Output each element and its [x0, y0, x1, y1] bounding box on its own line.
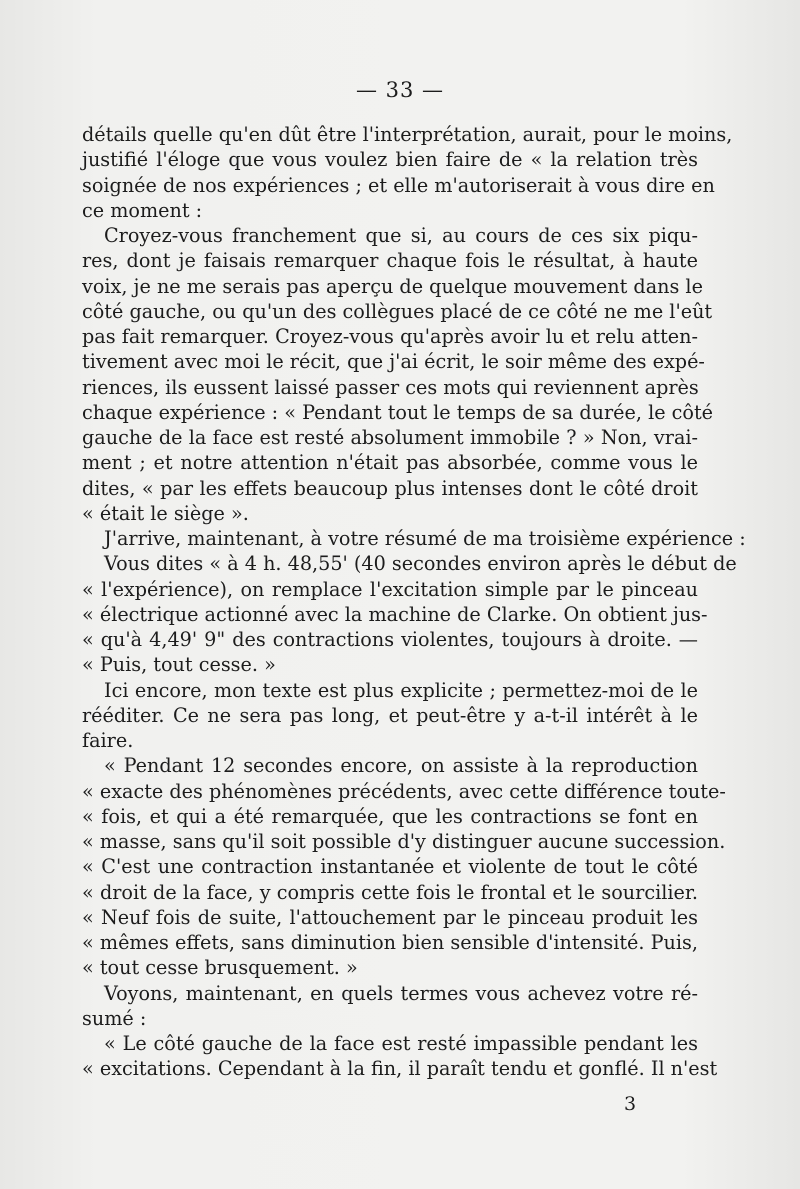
- text-line: tivement avec moi le récit, que j'ai écrit, le soir même des expé-: [82, 350, 705, 374]
- text-line: « Pendant 12 secondes encore, on assiste à la reproduction: [104, 754, 698, 778]
- text-line: « était le siège ».: [82, 501, 249, 525]
- text-line: « électrique actionné avec la machine de Clarke. On obtient jus-: [82, 602, 708, 626]
- text-line: « l'expérience), on remplace l'excitation simple par le pinceau: [82, 577, 698, 601]
- text-line: « exacte des phénomènes précédents, avec cette différence toute-: [82, 779, 726, 803]
- text-line: « excitations. Cependant à la fin, il paraît tendu et gonflé. Il n'est: [82, 1057, 718, 1081]
- text-line: côté gauche, ou qu'un des collègues placé de ce côté ne me l'eût: [82, 299, 713, 323]
- text-line: gauche de la face est resté absolument immobile ? » Non, vrai-: [82, 426, 698, 449]
- text-line: détails quelle qu'en dût être l'interprétation, aurait, pour le moins,: [82, 123, 733, 146]
- body-text: [82, 122, 746, 1082]
- text-line: res, dont je faisais remarquer chaque fois le résultat, à haute: [82, 249, 698, 273]
- text-line: dites, « par les effets beaucoup plus intenses dont le côté droit: [82, 476, 698, 500]
- text-line: sumé :: [82, 1006, 147, 1030]
- text-line: ment ; et notre attention n'était pas absorbée, comme vous le: [82, 451, 698, 475]
- text-line: « C'est une contraction instantanée et violente de tout le côté: [82, 855, 698, 879]
- text-line: faire.: [82, 729, 134, 752]
- text-line: Voyons, maintenant, en quels termes vous achevez votre ré-: [104, 981, 698, 1005]
- text-line: « Le côté gauche de la face est resté impassible pendant les: [104, 1032, 698, 1055]
- text-line: justifié l'éloge que vous voulez bien faire de « la relation très: [82, 148, 698, 172]
- text-line: rééditer. Ce ne sera pas long, et peut-être y a-t-il intérêt à le: [82, 703, 698, 727]
- signature-mark: 3: [623, 1093, 637, 1115]
- text-line: voix, je ne me serais pas aperçu de quelque mouvement dans le: [82, 274, 703, 298]
- text-line: soignée de nos expériences ; et elle m'autoriserait à vous dire en: [82, 173, 715, 197]
- text-line: « mêmes effets, sans diminution bien sensible d'intensité. Puis,: [82, 931, 698, 954]
- text-line: « fois, et qui a été remarquée, que les contractions se font en: [82, 804, 698, 828]
- text-line: pas fait remarquer. Croyez-vous qu'après avoir lu et relu atten-: [82, 325, 698, 348]
- text-line: « droit de la face, y compris cette fois le frontal et le sourcilier.: [82, 880, 698, 904]
- text-line: ce moment :: [82, 198, 203, 222]
- text-line: riences, ils eussent laissé passer ces mots qui reviennent après: [82, 375, 699, 399]
- text-line: « qu'à 4,49' 9" des contractions violentes, toujours à droite. —: [82, 628, 698, 651]
- text-line: chaque expérience : « Pendant tout le temps de sa durée, le côté: [82, 400, 714, 424]
- text-line: « Neuf fois de suite, l'attouchement par le pinceau produit les: [82, 905, 698, 929]
- text-line: « masse, sans qu'il soit possible d'y distinguer aucune succession.: [82, 830, 726, 853]
- page-number: — 33 —: [355, 78, 445, 102]
- text-line: « Puis, tout cesse. »: [82, 653, 276, 677]
- text-line: Vous dites « à 4 h. 48,55' (40 secondes environ après le début de: [104, 552, 737, 576]
- text-line: « tout cesse brusquement. »: [82, 956, 358, 980]
- text-line: Croyez-vous franchement que si, au cours de ces six piqu-: [104, 224, 698, 247]
- text-line: Ici encore, mon texte est plus explicite ; permettez-moi de le: [104, 678, 698, 702]
- text-line: J'arrive, maintenant, à votre résumé de ma troisième expérience :: [104, 527, 746, 550]
